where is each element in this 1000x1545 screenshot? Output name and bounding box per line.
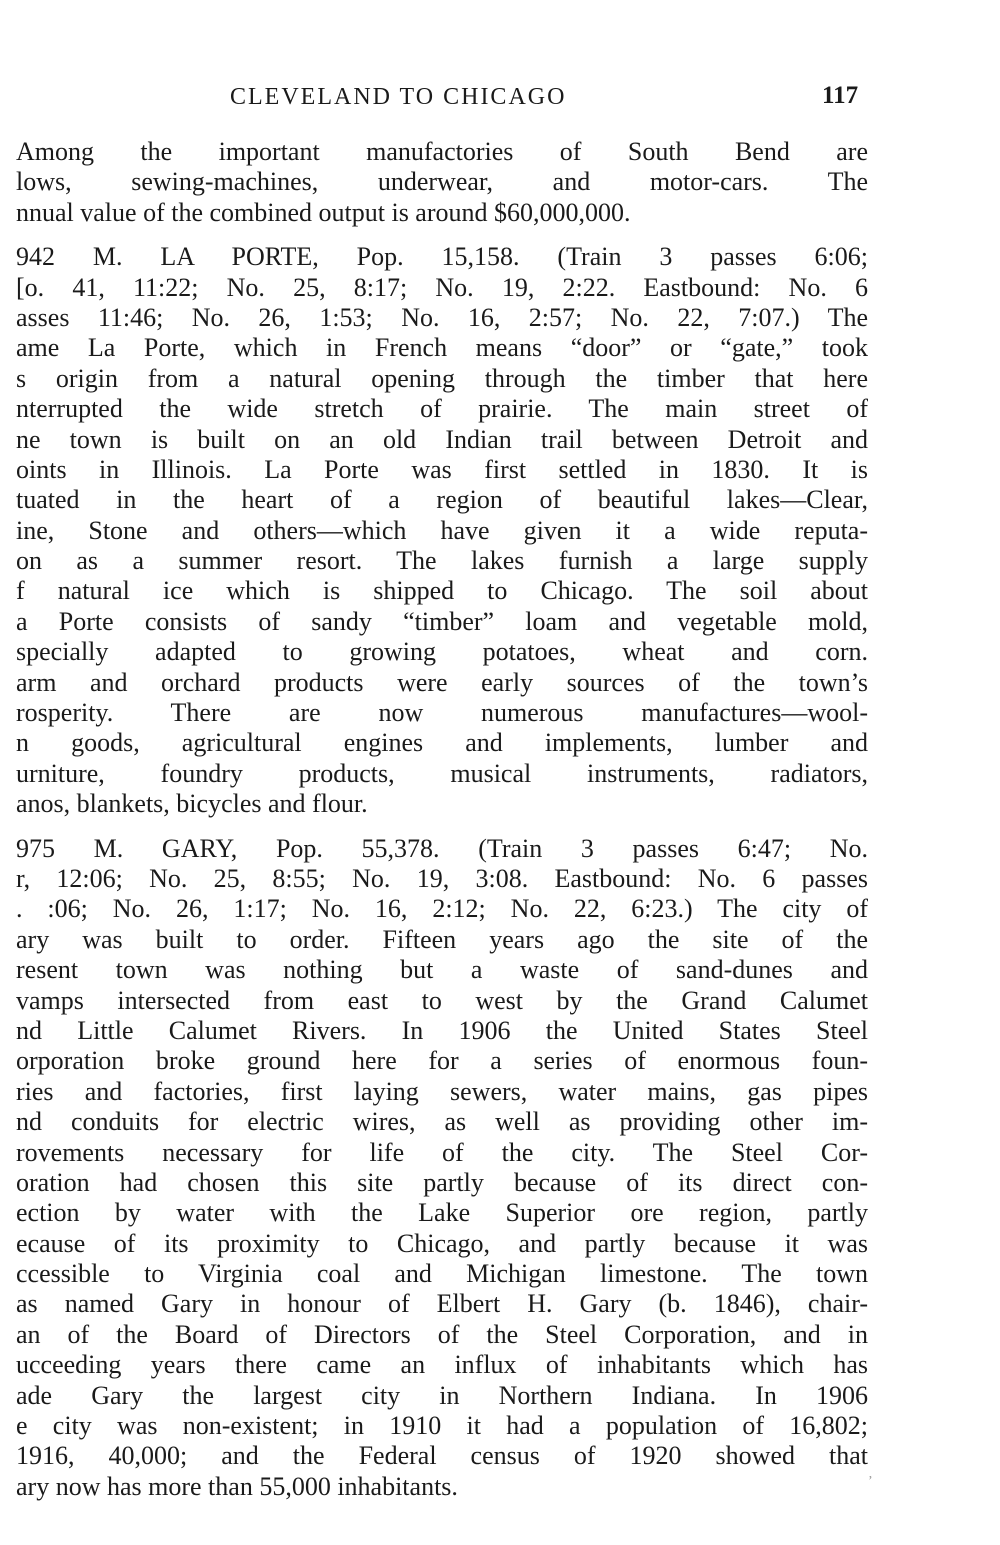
text-line: 975 M. GARY, Pop. 55,378. (Train 3 passes 6:47; No. — [16, 833, 868, 863]
text-line: . :06; No. 26, 1:17; No. 16, 2:12; No. 22, 6:23.) The city of — [16, 894, 868, 924]
text-line: tuated in the heart of a region of beautiful lakes—Clear, — [16, 485, 868, 515]
text-line: ection by water with the Lake Superior ore region, partly — [16, 1198, 868, 1228]
text-line: urniture, foundry products, musical instruments, radiators, — [16, 758, 868, 788]
text-line: ame La Porte, which in French means “door” or “gate,” took — [16, 333, 868, 363]
text-line: nd Little Calumet Rivers. In 1906 the United States Steel — [16, 1015, 868, 1045]
running-header — [0, 84, 1000, 120]
text-line: specially adapted to growing potatoes, wheat and corn. — [16, 637, 868, 667]
paragraph-gap — [16, 820, 868, 834]
text-line: as named Gary in honour of Elbert H. Gary (b. 1846), chair- — [16, 1289, 868, 1319]
text-line: a Porte consists of sandy “timber” loam and vegetable mold, — [16, 606, 868, 636]
text-line: rovements necessary for life of the city. The Steel Cor- — [16, 1137, 868, 1167]
text-line: oration had chosen this site partly because of its direct con- — [16, 1167, 868, 1197]
text-line: nnual value of the combined output is around $60,000,000. — [16, 197, 631, 227]
text-line: ries and factories, first laying sewers, water mains, gas pipes — [16, 1076, 868, 1106]
body-text — [16, 137, 868, 1502]
text-line: ary now has more than 55,000 inhabitants. — [16, 1471, 458, 1501]
text-line: lows, sewing-machines, underwear, and motor-cars. The — [16, 167, 868, 197]
text-line: nd conduits for electric wires, as well as providing other im- — [16, 1107, 868, 1137]
text-line: an of the Board of Directors of the Steel Corporation, and in — [16, 1319, 868, 1349]
running-title: CLEVELAND TO CHICAGO — [230, 84, 567, 110]
text-line: 942 M. LA PORTE, Pop. 15,158. (Train 3 passes 6:06; — [16, 242, 868, 272]
text-line: s origin from a natural opening through the timber that here — [16, 363, 868, 393]
text-line: oints in Illinois. La Porte was first settled in 1830. It is — [16, 454, 868, 484]
text-line: nterrupted the wide stretch of prairie. The main street of — [16, 394, 868, 424]
paragraph-gary — [16, 834, 868, 1503]
text-line: ucceeding years there came an influx of inhabitants which has — [16, 1350, 868, 1380]
text-line: resent town was nothing but a waste of sand-dunes and — [16, 955, 868, 985]
paragraph-la-porte — [16, 242, 868, 819]
text-line: 1916, 40,000; and the Federal census of 1920 showed that — [16, 1441, 868, 1471]
text-line: [o. 41, 11:22; No. 25, 8:17; No. 19, 2:22. Eastbound: No. 6 — [16, 272, 868, 302]
text-line: e city was non-existent; in 1910 it had a population of 16,802; — [16, 1411, 868, 1441]
text-line: n goods, agricultural engines and implements, lumber and — [16, 728, 868, 758]
text-line: asses 11:46; No. 26, 1:53; No. 16, 2:57; No. 22, 7:07.) The — [16, 302, 868, 332]
text-line: ary was built to order. Fifteen years ago the site of the — [16, 924, 868, 954]
text-line: f natural ice which is shipped to Chicago. The soil about — [16, 576, 868, 606]
text-line: anos, blankets, bicycles and flour. — [16, 789, 368, 819]
paragraph-gap — [16, 228, 868, 242]
text-line: Among the important manufactories of South Bend are — [16, 137, 868, 166]
text-line: orporation broke ground here for a series of enormous foun- — [16, 1046, 868, 1076]
text-line: ne town is built on an old Indian trail between Detroit and — [16, 424, 868, 454]
text-line: ine, Stone and others—which have given it a wide reputa- — [16, 515, 868, 545]
text-line: arm and orchard products were early sources of the town’s — [16, 667, 868, 697]
text-line: r, 12:06; No. 25, 8:55; No. 19, 3:08. Eastbound: No. 6 passes — [16, 863, 868, 893]
text-line: ade Gary the largest city in Northern Indiana. In 1906 — [16, 1380, 868, 1410]
text-line: rosperity. There are now numerous manufactures—wool- — [16, 698, 868, 728]
text-line: ecause of its proximity to Chicago, and partly because it was — [16, 1228, 868, 1258]
text-line: ccessible to Virginia coal and Michigan limestone. The town — [16, 1259, 868, 1289]
text-line: vamps intersected from east to west by the Grand Calumet — [16, 985, 868, 1015]
scan-speck: ’ — [868, 1474, 873, 1489]
text-line: on as a summer resort. The lakes furnish a large supply — [16, 546, 868, 576]
page-number: 117 — [822, 82, 859, 109]
paragraph-south-bend — [16, 137, 868, 228]
